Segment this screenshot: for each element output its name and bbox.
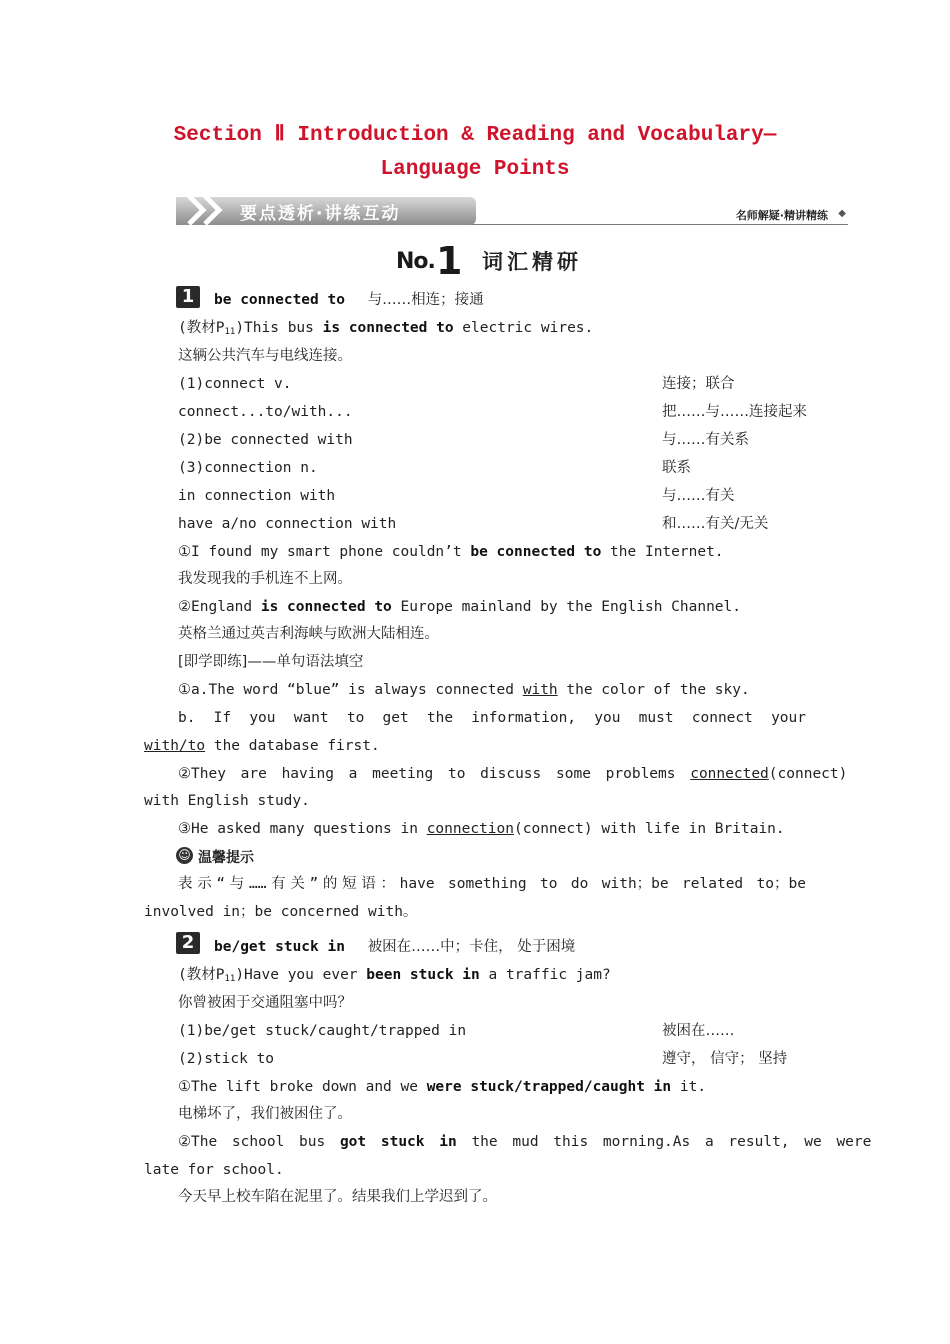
banner-title: 要点透析·讲练互动 <box>240 204 401 224</box>
smiley-icon: ☺ <box>176 847 193 864</box>
vocab-row: have a/no connection with 和……有关/无关 <box>178 516 769 532</box>
answer: connected <box>690 766 769 782</box>
vocab-row: (1)be/get stuck/caught/trapped in 被困在…… <box>178 1023 735 1039</box>
example-translation: 今天早上校车陷在泥里了。结果我们上学迟到了。 <box>178 1189 497 1205</box>
example-sentence: ①I found my smart phone couldn’t be connected to the Internet. <box>178 544 724 560</box>
example-sentence: ②England is connected to Europe mainland by the English Channel. <box>178 599 741 615</box>
textbook-example: (教材$P_{11})This$ bus is connected to electric wires. <box>178 320 594 337</box>
point-phrase: be connected to <box>214 292 345 308</box>
answer: with/to <box>144 738 206 754</box>
tip-text: 表示“与……有关”的短语：have something to do with；be related to；be <box>178 876 806 892</box>
textbook-example-translation: 这辆公共汽车与电线连接。 <box>178 348 352 364</box>
section-banner <box>176 193 848 229</box>
number-badge-prefix: No. <box>396 249 435 274</box>
answer: connection <box>426 821 515 837</box>
point-phrase: be/get stuck in <box>214 939 345 955</box>
number-badge-digit: 1 <box>436 239 463 283</box>
vocab-row: in connection with 与……有关 <box>178 488 735 504</box>
chevron-right-icon <box>202 193 224 227</box>
example-translation: 我发现我的手机连不上网。 <box>178 571 352 587</box>
answer: with <box>522 682 558 698</box>
point-heading <box>214 937 575 957</box>
tip-label: 温馨提示 <box>198 850 254 866</box>
vocab-row: (1)connect v. 连接；联合 <box>178 376 735 392</box>
point-meaning: 与……相连；接通 <box>367 292 484 308</box>
example-sentence: ②The school bus got stuck in the mud this morning.As a result, we were <box>178 1134 872 1150</box>
example-sentence: ①The lift broke down and we were stuck/trapped/caught in it. <box>178 1079 707 1095</box>
page-title-line1: Section Ⅱ Introduction & Reading and Vocabulary— <box>173 124 777 147</box>
banner-subtitle: 名师解疑·精讲精练 <box>735 209 828 222</box>
practice-question: b. If you want to get the information, you must connect your <box>178 710 806 726</box>
practice-question: ③He asked many questions in connection(connect) with life in Britain. <box>178 821 785 837</box>
section-heading-title: 词汇精研 <box>482 250 582 274</box>
diamond-icon: ◆ <box>838 208 846 219</box>
point-heading <box>214 290 484 310</box>
tip-text-cont: involved in；be concerned with。 <box>144 904 418 920</box>
vocab-row: (2)be connected with 与……有关系 <box>178 432 749 448</box>
point-number-badge: 2 <box>176 932 200 954</box>
practice-question: ①a.The word “blue” is always connected with the color of the sky. <box>178 682 750 698</box>
practice-question-cont: with/to the database first. <box>144 738 380 754</box>
point-number-badge: 1 <box>176 286 200 308</box>
vocab-row: connect...to/with... 把……与……连接起来 <box>178 404 807 420</box>
practice-title: [即学即练]——单句语法填空 <box>178 654 364 670</box>
practice-question-cont: with English study. <box>144 793 310 809</box>
page-title-line2: Language Points <box>380 158 570 181</box>
textbook-example: (教材$P_{11})Have$ you ever been stuck in a traffic jam? <box>178 967 611 984</box>
point-meaning: 被困在……中；卡住， 处于困境 <box>367 939 576 955</box>
example-translation: 电梯坏了，我们被困住了。 <box>178 1106 352 1122</box>
vocab-row: (2)stick to 遵守， 信守； 坚持 <box>178 1051 788 1067</box>
example-translation: 英格兰通过英吉利海峡与欧洲大陆相连。 <box>178 626 439 642</box>
textbook-example-translation: 你曾被困于交通阻塞中吗？ <box>178 995 352 1011</box>
vocab-row: (3)connection n. 联系 <box>178 460 691 476</box>
number-badge <box>394 239 463 283</box>
practice-question: ②They are having a meeting to discuss some problems connected(connect) <box>178 766 848 782</box>
section-number-heading <box>394 239 604 283</box>
example-sentence-cont: late for school. <box>144 1162 284 1178</box>
